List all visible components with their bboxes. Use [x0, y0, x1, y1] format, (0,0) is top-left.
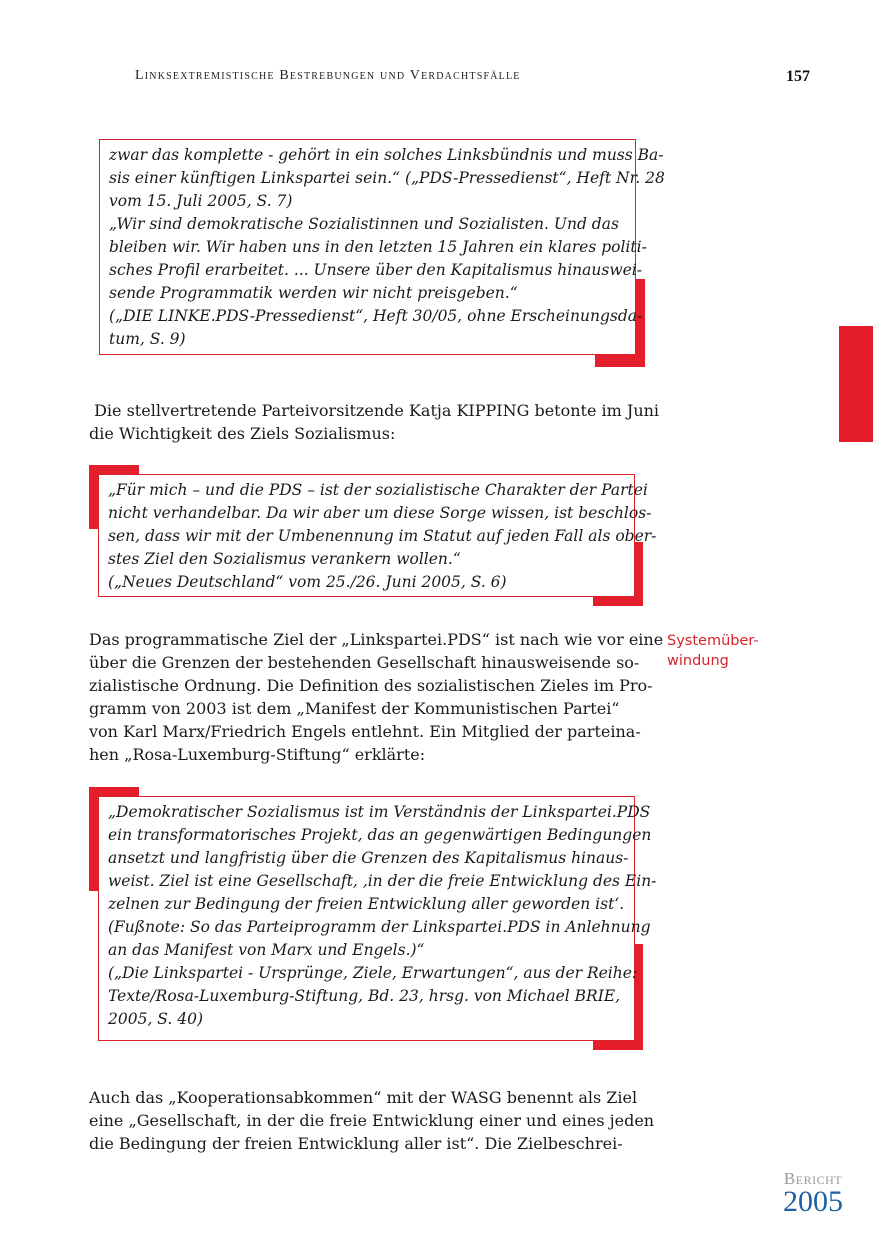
running-header: Linksextremistische Bestrebungen und Verdachtsfälle — [135, 68, 521, 83]
body-line: Das programmatische Ziel der „Linkspartei.PDS“ ist nach wie vor eine — [89, 630, 664, 649]
quote-line: tum, S. 9) — [109, 330, 186, 348]
quote-line: Texte/Rosa-Luxemburg-Stiftung, Bd. 23, hrsg. von Michael BRIE, — [108, 987, 621, 1005]
body-line: von Karl Marx/Friedrich Engels entlehnt. Ein Mitglied der parteina- — [89, 722, 641, 741]
report-logo-year: 2005 — [783, 1185, 843, 1218]
quote-box-2 — [98, 474, 657, 597]
quote-line: an das Manifest von Marx und Engels.)“ — [108, 941, 425, 959]
quote-line: weist. Ziel ist eine Gesellschaft, ‚in der die freie Entwicklung des Ein- — [108, 872, 657, 890]
margin-keyword — [667, 631, 759, 671]
quote-line: ein transformatorisches Projekt, das an gegenwärtigen Bedingungen — [108, 826, 652, 844]
body-line: Auch das „Kooperationsabkommen“ mit der WASG benennt als Ziel — [89, 1088, 638, 1107]
body-line: gramm von 2003 ist dem „Manifest der Kommunistischen Partei“ — [89, 699, 620, 718]
body-paragraph-1 — [89, 399, 659, 445]
body-line: hen „Rosa-Luxemburg-Stiftung“ erklärte: — [89, 745, 426, 764]
report-logo — [778, 1170, 848, 1216]
quote-line: „Demokratischer Sozialismus ist im Verständnis der Linkspartei.PDS — [108, 803, 651, 821]
body-line: eine „Gesellschaft, in der die freie Entwicklung einer und eines jeden — [89, 1111, 655, 1130]
quote-line: bleiben wir. Wir haben uns in den letzten 15 Jahren ein klares politi- — [109, 238, 647, 256]
body-line: Die stellvertretende Parteivorsitzende Katja KIPPING betonte im Juni — [89, 401, 660, 420]
body-line: über die Grenzen der bestehenden Gesellschaft hinausweisende so- — [89, 653, 640, 672]
quote-line: zelnen zur Bedingung der freien Entwicklung aller geworden ist‘. — [108, 895, 625, 913]
margin-keyword-line: Systemüber- — [667, 633, 759, 649]
quote-line: ansetzt und langfristig über die Grenzen des Kapitalismus hinaus- — [108, 849, 629, 867]
body-paragraph-3 — [89, 1086, 654, 1155]
quote-line: sis einer künftigen Linkspartei sein.“ („PDS-Pressedienst“, Heft Nr. 28 — [109, 169, 665, 187]
chapter-tab-marker — [839, 326, 873, 442]
report-logo-word: Bericht — [783, 1169, 843, 1188]
quote-line: stes Ziel den Sozialismus verankern wollen.“ — [108, 550, 461, 568]
quote-box-1 — [99, 139, 665, 355]
quote-line: („Die Linkspartei - Ursprünge, Ziele, Erwartungen“, aus der Reihe: — [108, 964, 638, 982]
quote-line: 2005, S. 40) — [108, 1010, 203, 1028]
quote-line: („Neues Deutschland“ vom 25./26. Juni 2005, S. 6) — [108, 573, 507, 591]
quote-line: sen, dass wir mit der Umbenennung im Statut auf jeden Fall als ober- — [108, 527, 657, 545]
body-paragraph-2 — [89, 628, 663, 766]
page-number: 157 — [786, 68, 810, 85]
margin-keyword-line: windung — [667, 653, 729, 669]
quote-line: sches Profil erarbeitet. ... Unsere über den Kapitalismus hinauswei- — [109, 261, 642, 279]
quote-line: („DIE LINKE.PDS-Pressedienst“, Heft 30/05, ohne Erscheinungsda- — [109, 307, 643, 325]
quote-line: vom 15. Juli 2005, S. 7) — [109, 192, 293, 210]
quote-line: „Wir sind demokratische Sozialistinnen und Sozialisten. Und das — [109, 215, 619, 233]
body-line: die Bedingung der freien Entwicklung aller ist“. Die Zielbeschrei- — [89, 1134, 623, 1153]
body-line: die Wichtigkeit des Ziels Sozialismus: — [89, 424, 396, 443]
body-line: zialistische Ordnung. Die Definition des sozialistischen Zieles im Pro- — [89, 676, 653, 695]
quote-line: (Fußnote: So das Parteiprogramm der Linkspartei.PDS in Anlehnung — [108, 918, 651, 936]
quote-line: zwar das komplette - gehört in ein solches Linksbündnis und muss Ba- — [109, 146, 664, 164]
quote-line: „Für mich – und die PDS – ist der sozialistische Charakter der Partei — [108, 481, 648, 499]
quote-line: sende Programmatik werden wir nicht preisgeben.“ — [109, 284, 518, 302]
quote-box-3 — [98, 796, 657, 1041]
quote-line: nicht verhandelbar. Da wir aber um diese Sorge wissen, ist beschlos- — [108, 504, 652, 522]
